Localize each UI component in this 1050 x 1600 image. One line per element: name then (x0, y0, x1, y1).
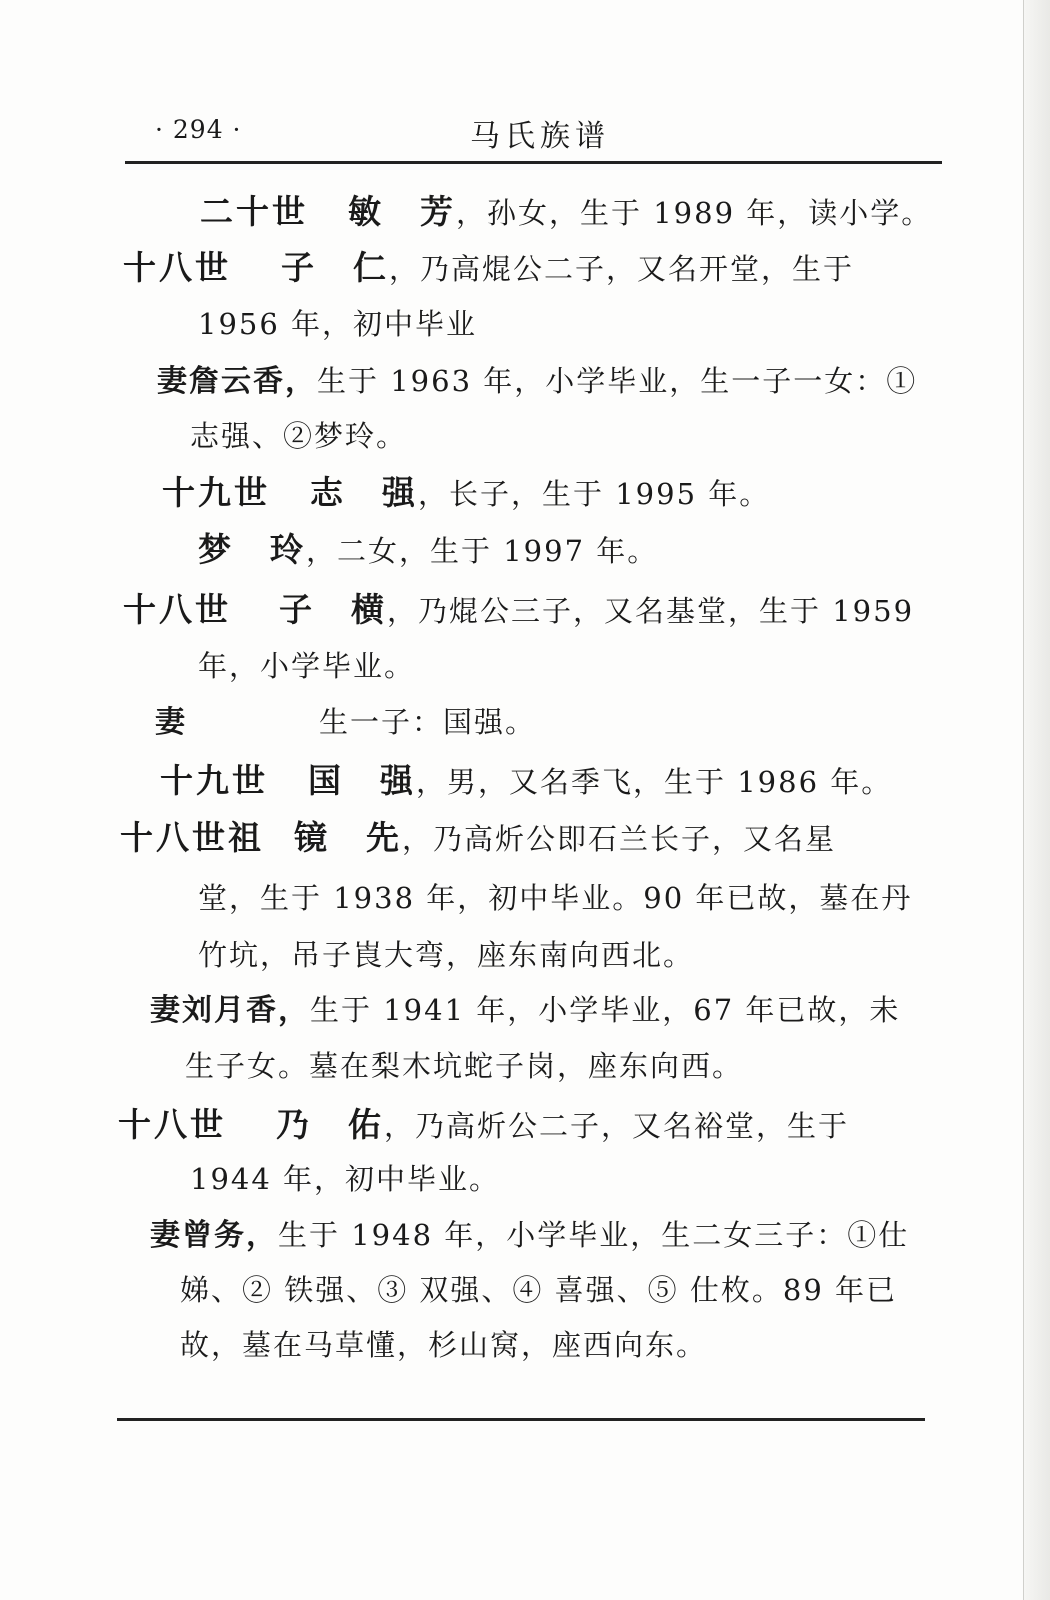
generation-label: 二十世 (200, 192, 308, 231)
person-name: 子 仁 (281, 248, 389, 287)
entry-text: ，乃高炘公二子，又名裕堂，生于 (384, 1109, 850, 1143)
person-name: 敏 芳 (348, 192, 456, 231)
person-name: 梦 玲 (198, 530, 306, 569)
generation-label: 十八世祖 (120, 818, 264, 857)
spouse-label: 妻曾务， (150, 1218, 278, 1253)
entry-line: 1956 年，初中毕业 (198, 307, 478, 341)
entry-line (123, 248, 854, 289)
person-name: 乃 佑 (276, 1105, 384, 1144)
footer-rule (117, 1418, 925, 1421)
book-title: 马氏族谱 (470, 119, 610, 154)
entry-text: ，乃高焜公二子，又名开堂，生于 (389, 252, 855, 286)
spouse-label: 妻詹云香， (157, 364, 317, 399)
entry-line (200, 192, 932, 233)
entry-line (150, 1215, 909, 1256)
generation-label: 十九世 (162, 473, 270, 512)
person-name: 镜 先 (294, 818, 402, 857)
entry-line (123, 590, 914, 631)
page-number: · 294 · (155, 115, 242, 144)
generation-label: 十八世 (123, 590, 231, 629)
entry-text: 生一子：国强。 (319, 705, 537, 739)
entry-text: 生于 1948 年，小学毕业，生二女三子：①仕 (278, 1218, 910, 1252)
entry-line: 故，墓在马草懂，杉山窝，座西向东。 (180, 1328, 708, 1362)
entry-line (162, 473, 770, 514)
entry-text: 生于 1963 年，小学毕业，生一子一女：① (317, 364, 918, 398)
entry-line: 志强、②梦玲。 (190, 419, 408, 453)
entry-line (120, 818, 836, 859)
person-name: 志 强 (310, 473, 418, 512)
entry-line: 生子女。墓在梨木坑蛇子岗，座东向西。 (185, 1049, 744, 1083)
entry-text: 生于 1941 年，小学毕业，67 年已故，未 (310, 993, 901, 1027)
generation-label: 十八世 (118, 1105, 226, 1144)
spouse-label: 妻刘月香， (150, 993, 310, 1028)
entry-text: ，男，又名季飞，生于 1986 年。 (416, 765, 893, 799)
person-name: 子 横 (279, 590, 387, 629)
entry-text: ，乃焜公三子，又名基堂，生于 1959 (387, 594, 915, 628)
entry-text: ，二女，生于 1997 年。 (306, 534, 659, 568)
entry-line (155, 702, 536, 743)
entry-line: 年，小学毕业。 (198, 649, 416, 683)
entry-text: ，乃高炘公即石兰长子，又名星 (402, 822, 837, 856)
entry-line: 竹坑，吊子崀大弯，座东南向西北。 (198, 938, 695, 972)
entry-line (198, 530, 658, 571)
spouse-label: 妻 (155, 705, 187, 740)
entry-line: 娣、② 铁强、③ 双强、④ 喜强、⑤ 仕枚。89 年已 (180, 1273, 897, 1307)
entry-line (157, 361, 917, 402)
entry-line: 堂，生于 1938 年，初中毕业。90 年已故，墓在丹 (198, 881, 913, 915)
entry-line (160, 761, 892, 802)
person-name: 国 强 (308, 761, 416, 800)
generation-label: 十九世 (160, 761, 268, 800)
entry-line (150, 990, 900, 1031)
entry-text: ，长子，生于 1995 年。 (418, 477, 771, 511)
generation-label: 十八世 (123, 248, 231, 287)
entry-line: 1944 年，初中毕业。 (190, 1162, 501, 1196)
entry-line (118, 1105, 849, 1146)
entry-text: ，孙女，生于 1989 年，读小学。 (456, 196, 933, 230)
